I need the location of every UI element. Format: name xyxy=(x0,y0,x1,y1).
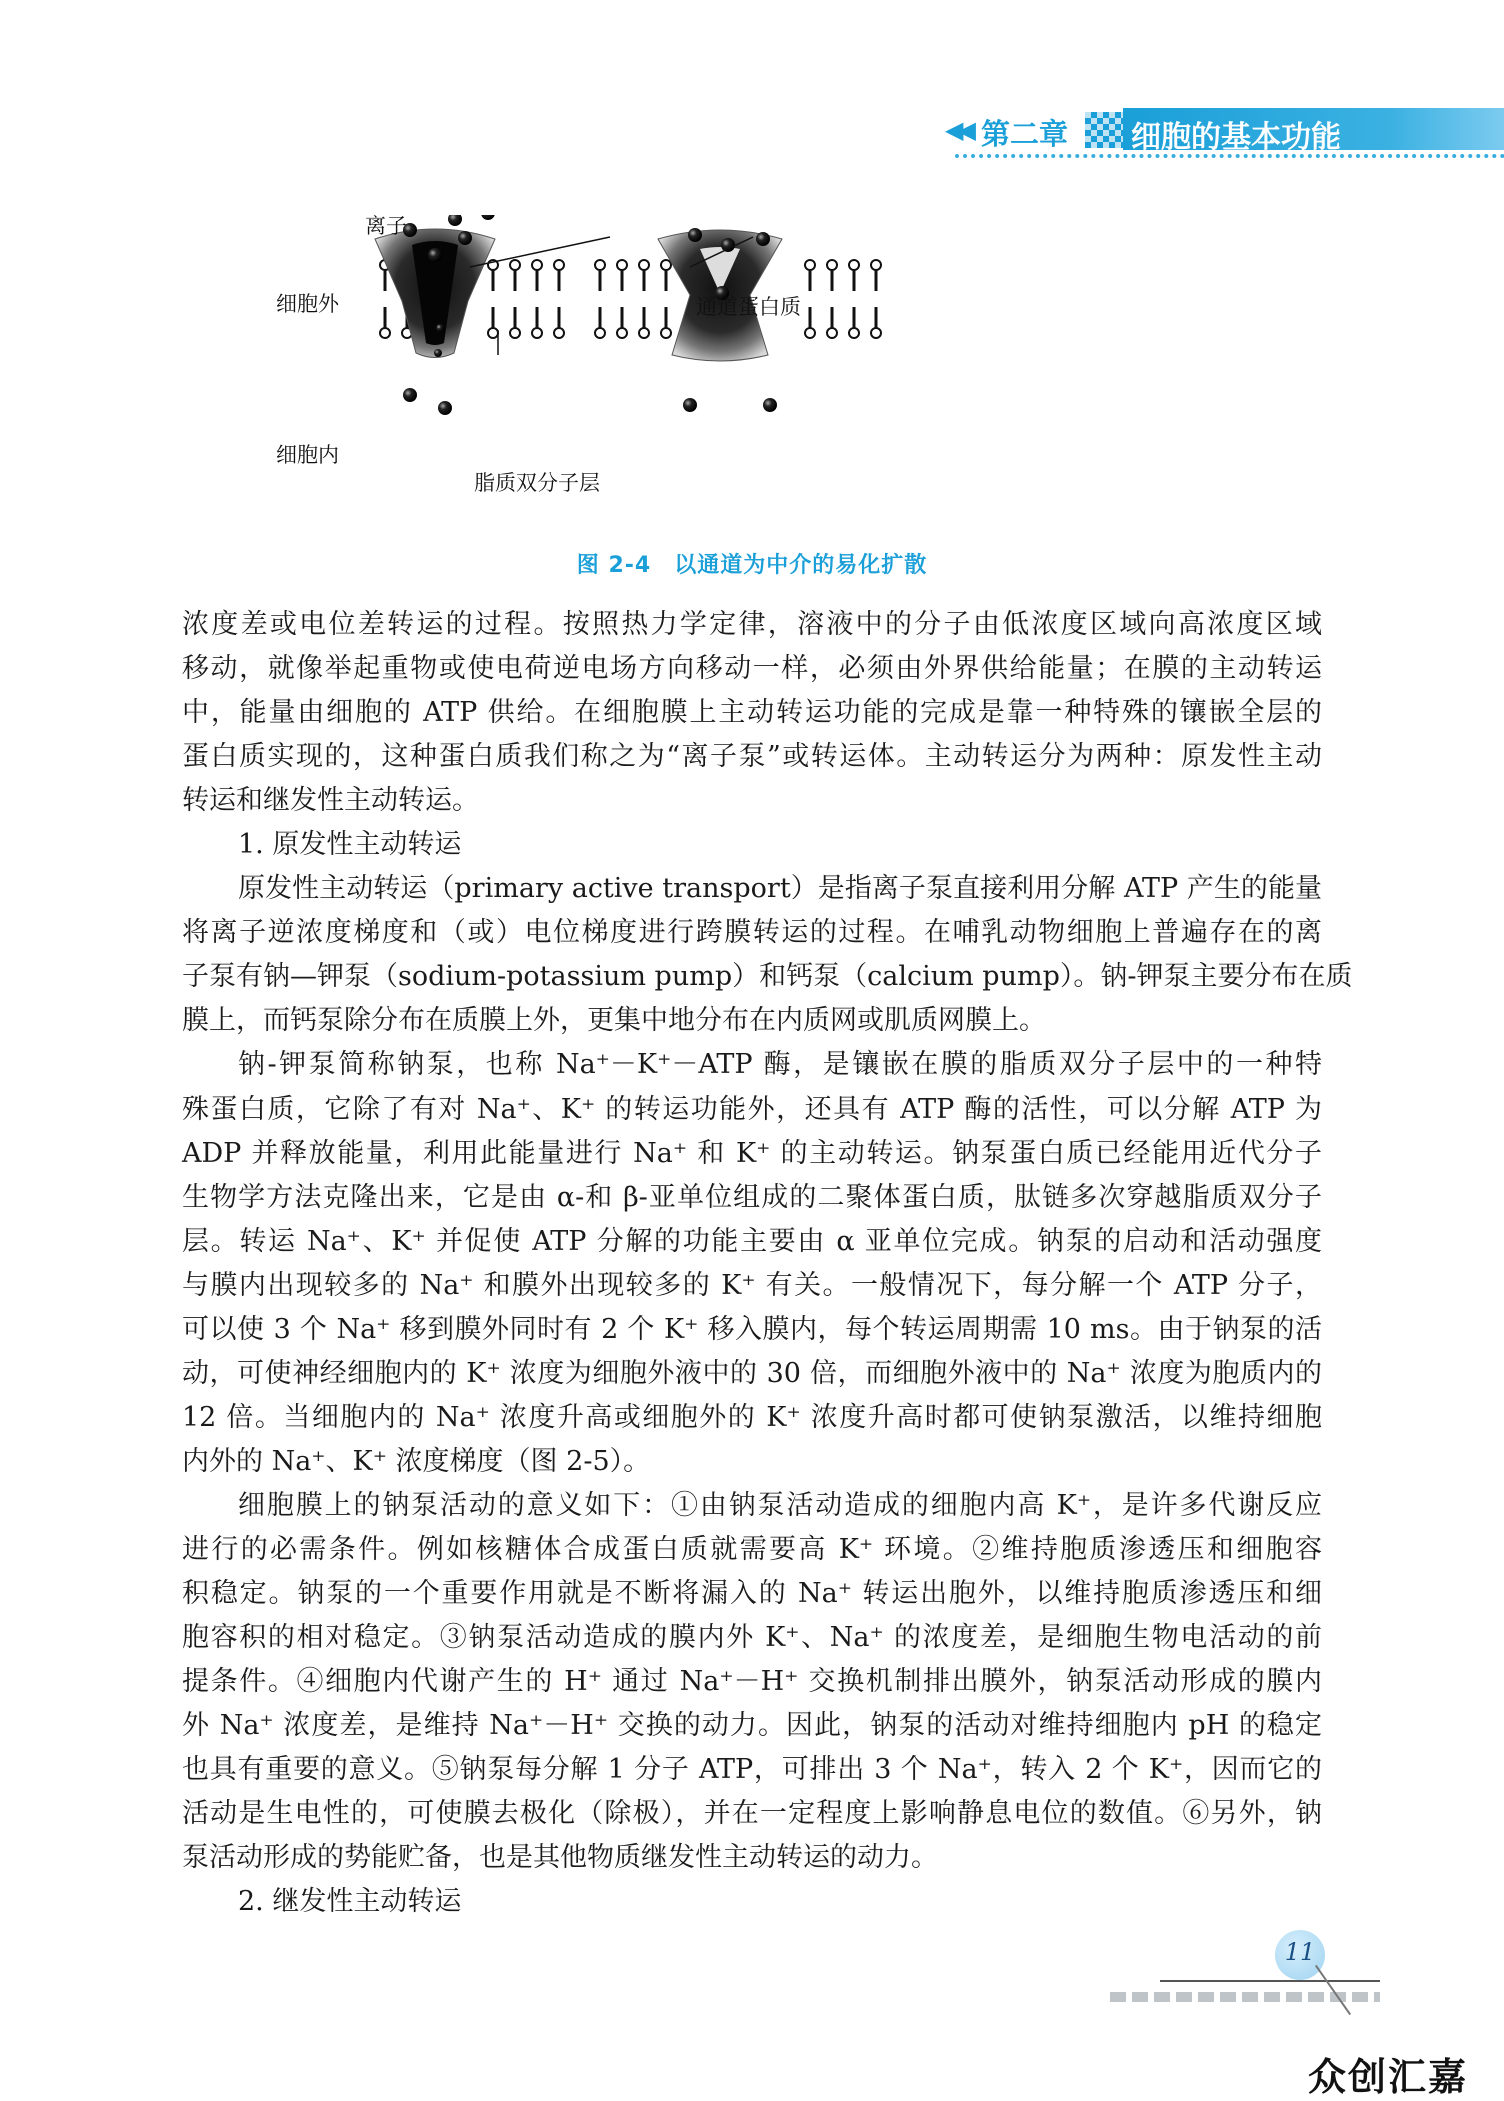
text-line: 将离子逆浓度梯度和（或）电位梯度进行跨膜转运的过程。在哺乳动物细胞上普遍存在的离 xyxy=(182,917,1322,949)
label-ion: 离子 xyxy=(365,214,407,238)
chapter-title: 细胞的基本功能 xyxy=(1131,120,1341,155)
ion-particle xyxy=(481,215,495,220)
ion-particle xyxy=(434,349,442,357)
text-line: 殊蛋白质，它除了有对 Na⁺、K⁺ 的转运功能外，还具有 ATP 酶的活性，可以分解 ATP 为 xyxy=(182,1093,1322,1125)
label-inside: 细胞内 xyxy=(276,443,339,467)
lipid-head xyxy=(380,328,390,338)
text-line: 可以使 3 个 Na⁺ 移到膜外同时有 2 个 K⁺ 移入膜内，每个转运周期需 10 ms。由于钠泵的活 xyxy=(182,1313,1322,1345)
lipid-head xyxy=(661,260,671,270)
text-line: 活动是生电性的，可使膜去极化（除极），并在一定程度上影响静息电位的数值。⑥另外，钠 xyxy=(182,1798,1322,1830)
lipid-head xyxy=(617,328,627,338)
lipid-head xyxy=(554,328,564,338)
text-line: 2. 继发性主动转运 xyxy=(238,1886,462,1918)
lipid-head xyxy=(510,260,520,270)
lipid-head xyxy=(871,260,881,270)
lipid-head xyxy=(639,328,649,338)
text-line: 子泵有钠—钾泵（sodium-potassium pump）和钙泵（calcium pump）。钠-钾泵主要分布在质 xyxy=(182,961,1353,993)
text-line: 外 Na⁺ 浓度差，是维持 Na⁺－H⁺ 交换的动力。因此，钠泵的活动对维持细胞内 pH 的稳定 xyxy=(182,1710,1322,1742)
text-line: 泵活动形成的势能贮备，也是其他物质继发性主动转运的动力。 xyxy=(182,1842,938,1874)
text-line: 浓度差或电位差转运的过程。按照热力学定律，溶液中的分子由低浓度区域向高浓度区域 xyxy=(182,609,1322,640)
footer-slash xyxy=(1315,1965,1351,2015)
text-line: 中，能量由细胞的 ATP 供给。在细胞膜上主动转运功能的完成是靠一种特殊的镶嵌全层的 xyxy=(182,697,1322,729)
ion-particle xyxy=(721,238,735,252)
figure-caption: 图 2-4 以通道为中介的易化扩散 xyxy=(576,553,928,578)
ion-particle xyxy=(428,248,442,262)
lipid-head xyxy=(532,328,542,338)
lipid-head xyxy=(510,328,520,338)
text-line: 原发性主动转运（primary active transport）是指离子泵直接利用分解 ATP 产生的能量 xyxy=(238,873,1322,905)
text-line: 动，可使神经细胞内的 K⁺ 浓度为细胞外液中的 30 倍，而细胞外液中的 Na⁺ 浓度为胞质内的 xyxy=(182,1357,1322,1389)
body-text xyxy=(182,603,1353,1924)
text-line: 层。转运 Na⁺、K⁺ 并促使 ATP 分解的功能主要由 α 亚单位完成。钠泵的启动和活动强度 xyxy=(182,1225,1322,1257)
label-channel-protein: 通道蛋白质 xyxy=(696,295,801,319)
ion-particle xyxy=(763,398,777,412)
text-line: 进行的必需条件。例如核糖体合成蛋白质就需要高 K⁺ 环境。②维持胞质渗透压和细胞容 xyxy=(182,1533,1322,1565)
lipid-head xyxy=(595,260,605,270)
text-line: 与膜内出现较多的 Na⁺ 和膜外出现较多的 K⁺ 有关。一般情况下，每分解一个 ATP 分子， xyxy=(182,1269,1322,1301)
text-line: 蛋白质实现的，这种蛋白质我们称之为“离子泵”或转运体。主动转运分为两种：原发性主动 xyxy=(182,741,1322,773)
text-line: 内外的 Na⁺、K⁺ 浓度梯度（图 2-5）。 xyxy=(182,1445,651,1477)
text-line: 提条件。④细胞内代谢产生的 H⁺ 通过 Na⁺－H⁺ 交换机制排出膜外，钠泵活动形成的膜内 xyxy=(182,1666,1322,1698)
lipid-head xyxy=(639,260,649,270)
ion-particle xyxy=(756,232,770,246)
lipid-head xyxy=(488,328,498,338)
figure-channel-diffusion xyxy=(276,214,1150,515)
ion-particle xyxy=(683,398,697,412)
text-line: 1. 原发性主动转运 xyxy=(238,829,462,861)
page-number: 11 xyxy=(1284,1938,1316,1966)
text-line: 胞容积的相对稳定。③钠泵活动造成的膜内外 K⁺、Na⁺ 的浓度差，是细胞生物电活动的前 xyxy=(182,1622,1322,1654)
lipid-head xyxy=(661,328,671,338)
ion-particle xyxy=(403,388,417,402)
text-line: 积稳定。钠泵的一个重要作用就是不断将漏入的 Na⁺ 转运出胞外，以维持胞质渗透压和细 xyxy=(182,1578,1322,1610)
footer-rule xyxy=(1160,1980,1380,1982)
lipid-head xyxy=(532,260,542,270)
label-lipid-bilayer: 脂质双分子层 xyxy=(474,471,600,495)
lipid-head xyxy=(554,260,564,270)
text-line: 转运和继发性主动转运。 xyxy=(182,785,479,817)
label-outside: 细胞外 xyxy=(276,292,339,316)
text-line: 钠-钾泵简称钠泵，也称 Na⁺－K⁺－ATP 酶，是镶嵌在膜的脂质双分子层中的一种特 xyxy=(238,1049,1322,1081)
ion-particle xyxy=(458,231,472,245)
text-line: 细胞膜上的钠泵活动的意义如下：①由钠泵活动造成的细胞内高 K⁺，是许多代谢反应 xyxy=(238,1489,1322,1521)
text-line: 膜上，而钙泵除分布在质膜上外，更集中地分布在内质网或肌质网膜上。 xyxy=(182,1005,1046,1037)
lipid-head xyxy=(849,328,859,338)
lipid-head xyxy=(827,260,837,270)
lipid-head xyxy=(871,328,881,338)
lipid-head xyxy=(595,328,605,338)
watermark: 众创汇嘉 xyxy=(1308,2055,1469,2099)
chapter-header xyxy=(935,108,1504,156)
text-line: 移动，就像举起重物或使电荷逆电场方向移动一样，必须由外界供给能量；在膜的主动转运 xyxy=(182,653,1322,685)
lipid-head xyxy=(849,260,859,270)
lipid-head xyxy=(805,328,815,338)
lipid-head xyxy=(617,260,627,270)
text-line: 也具有重要的意义。⑤钠泵每分解 1 分子 ATP，可排出 3 个 Na⁺，转入 2 个 K⁺，因而它的 xyxy=(182,1754,1322,1786)
header-dotted-rule xyxy=(955,154,1504,158)
ion-particle xyxy=(436,324,444,332)
lipid-head xyxy=(805,260,815,270)
ion-particle xyxy=(688,228,702,242)
text-line: 生物学方法克隆出来，它是由 α-和 β-亚单位组成的二聚体蛋白质，肽链多次穿越脂质双分子 xyxy=(182,1181,1322,1213)
text-line: 12 倍。当细胞内的 Na⁺ 浓度升高或细胞外的 K⁺ 浓度升高时都可使钠泵激活，以维持细胞 xyxy=(182,1401,1322,1433)
ion-particle xyxy=(448,215,462,226)
chapter-label: 第二章 xyxy=(981,117,1069,151)
page-footer xyxy=(1100,1930,1400,2030)
ion-particle xyxy=(438,401,452,415)
text-line: ADP 并释放能量，利用此能量进行 Na⁺ 和 K⁺ 的主动转运。钠泵蛋白质已经能用近代分子 xyxy=(182,1137,1322,1169)
double-chevron-left-icon: ◀◀ xyxy=(945,116,970,144)
lipid-head xyxy=(827,328,837,338)
